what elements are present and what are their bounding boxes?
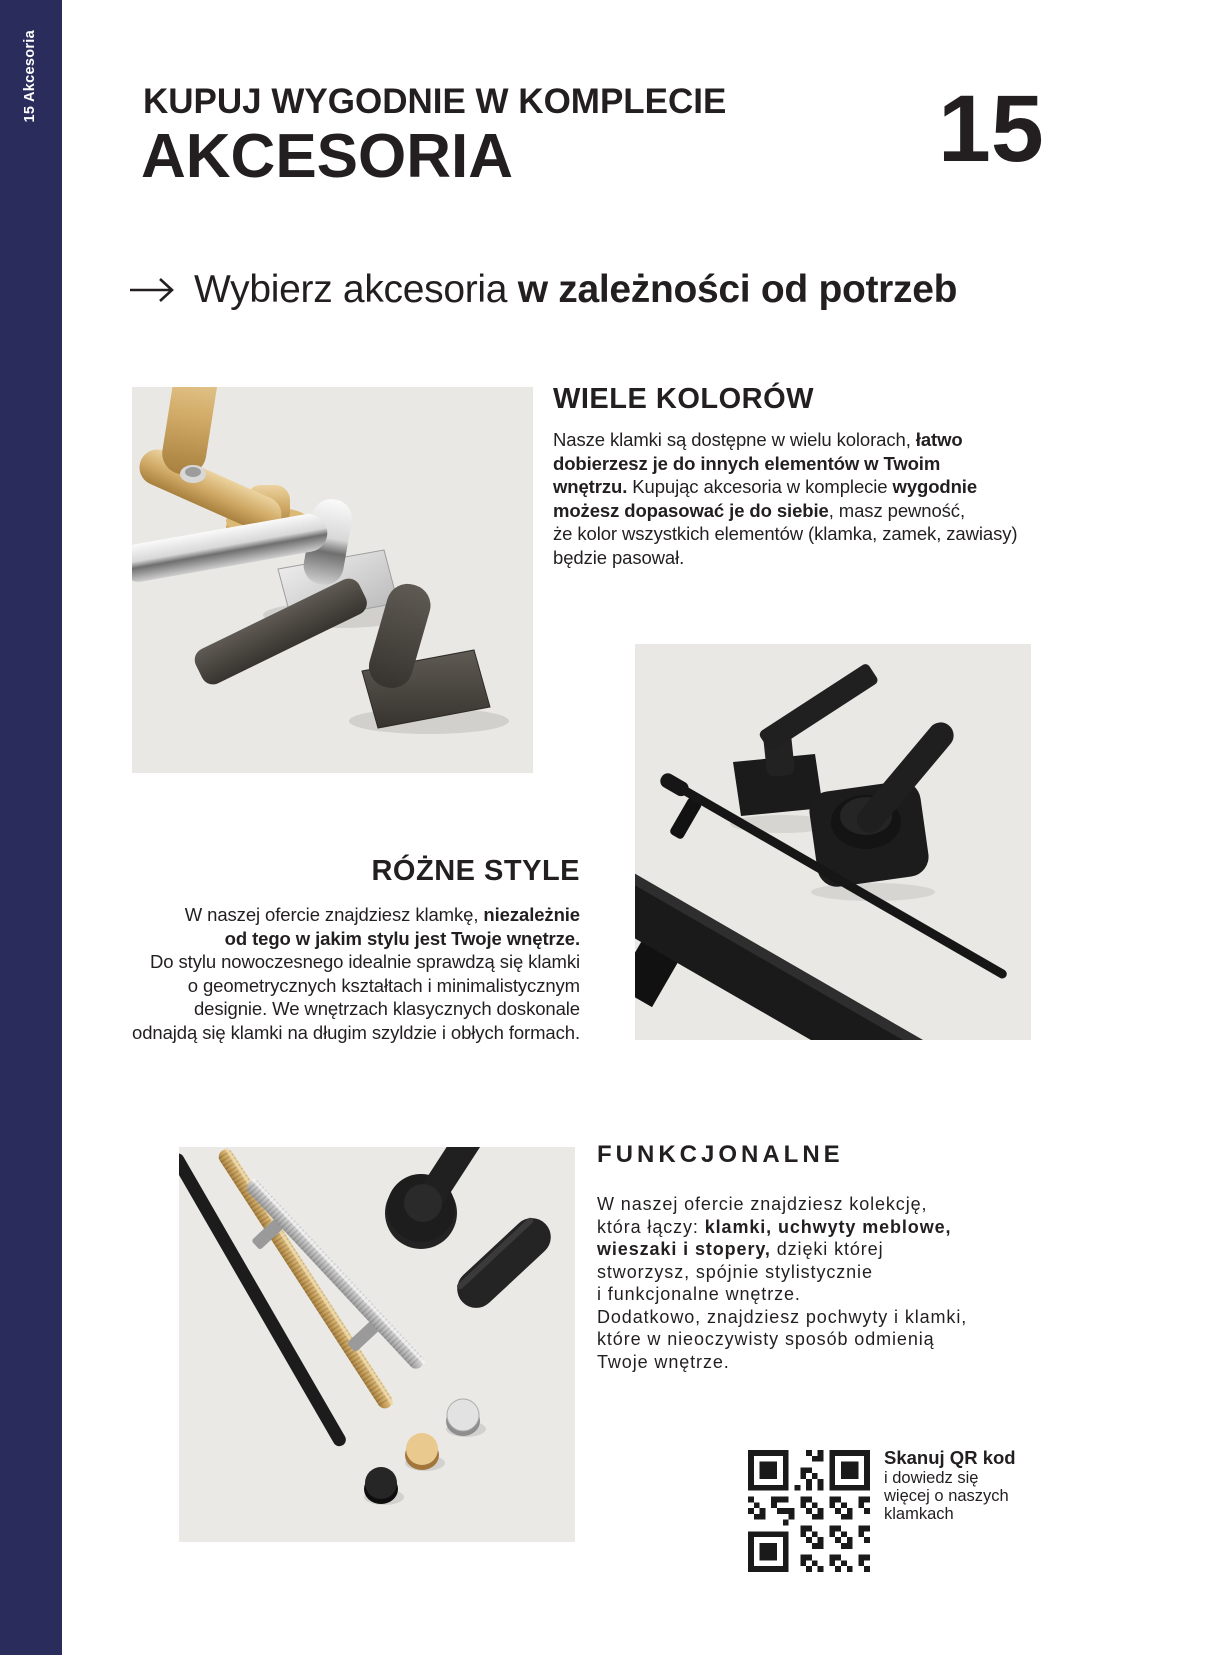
qr-caption-line: więcej o naszych: [884, 1486, 1009, 1505]
intro-text-bold: w zależności od potrzeb: [517, 268, 958, 311]
sidebar-chapter-label: 15 Akcesoria: [22, 30, 38, 123]
colors-heading: WIELE KOLORÓW: [553, 383, 815, 415]
functional-heading: FUNKCJONALNE: [597, 1141, 844, 1168]
qr-caption: [884, 1449, 1044, 1523]
qr-caption-title: Skanuj QR kod: [884, 1447, 1016, 1468]
sidebar-tab: [0, 0, 62, 1655]
colors-body: Nasze klamki są dostępne w wielu kolorach, łatwo dobierzesz je do innych elementów w Twoim wnętrzu. Kupując akcesoria w komplecie wygodnie możesz dopasować je do siebie, masz pewność, że kolor wszystkich elementów (klamka, zamek, zawiasy) będzie pasował.: [553, 429, 1018, 568]
header-kicker: KUPUJ WYGODNIE W KOMPLECIE: [143, 82, 727, 121]
intro-line: [128, 268, 957, 312]
qr-caption-line: klamkach: [884, 1504, 954, 1523]
intro-text-regular: Wybierz akcesoria: [194, 268, 518, 311]
page-title: AKCESORIA: [141, 122, 514, 191]
qr-code: [748, 1450, 870, 1572]
styles-heading: RÓŻNE STYLE: [371, 855, 580, 887]
page-number: 15: [938, 76, 1044, 182]
colors-photo-illustration: [132, 387, 533, 773]
intro-text: [194, 268, 957, 312]
qr-caption-line: i dowiedz się: [884, 1468, 979, 1487]
styles-photo-illustration: [635, 644, 1031, 1040]
functional-body: W naszej ofercie znajdziesz kolekcję, która łączy: klamki, uchwyty meblowe, wieszaki i stopery, dzięki której stworzysz, spójnie stylistycznie i funkcjonalne wnętrze. Dodatkowo, znajdziesz pochwyty i klamki, które w nieoczywisty sposób odmienią Twoje wnętrze.: [597, 1194, 968, 1372]
right-arrow-icon: [128, 276, 176, 304]
functional-photo-illustration: [179, 1147, 575, 1542]
styles-body: W naszej ofercie znajdziesz klamkę, niezależnie od tego w jakim stylu jest Twoje wnętrze. Do stylu nowoczesnego idealnie sprawdzą się klamki o geometrycznych kształtach i minimalistycznym designie. We wnętrzach klasycznych doskonale odnajdą się klamki na długim szyldzie i obłych formach.: [132, 904, 580, 1043]
